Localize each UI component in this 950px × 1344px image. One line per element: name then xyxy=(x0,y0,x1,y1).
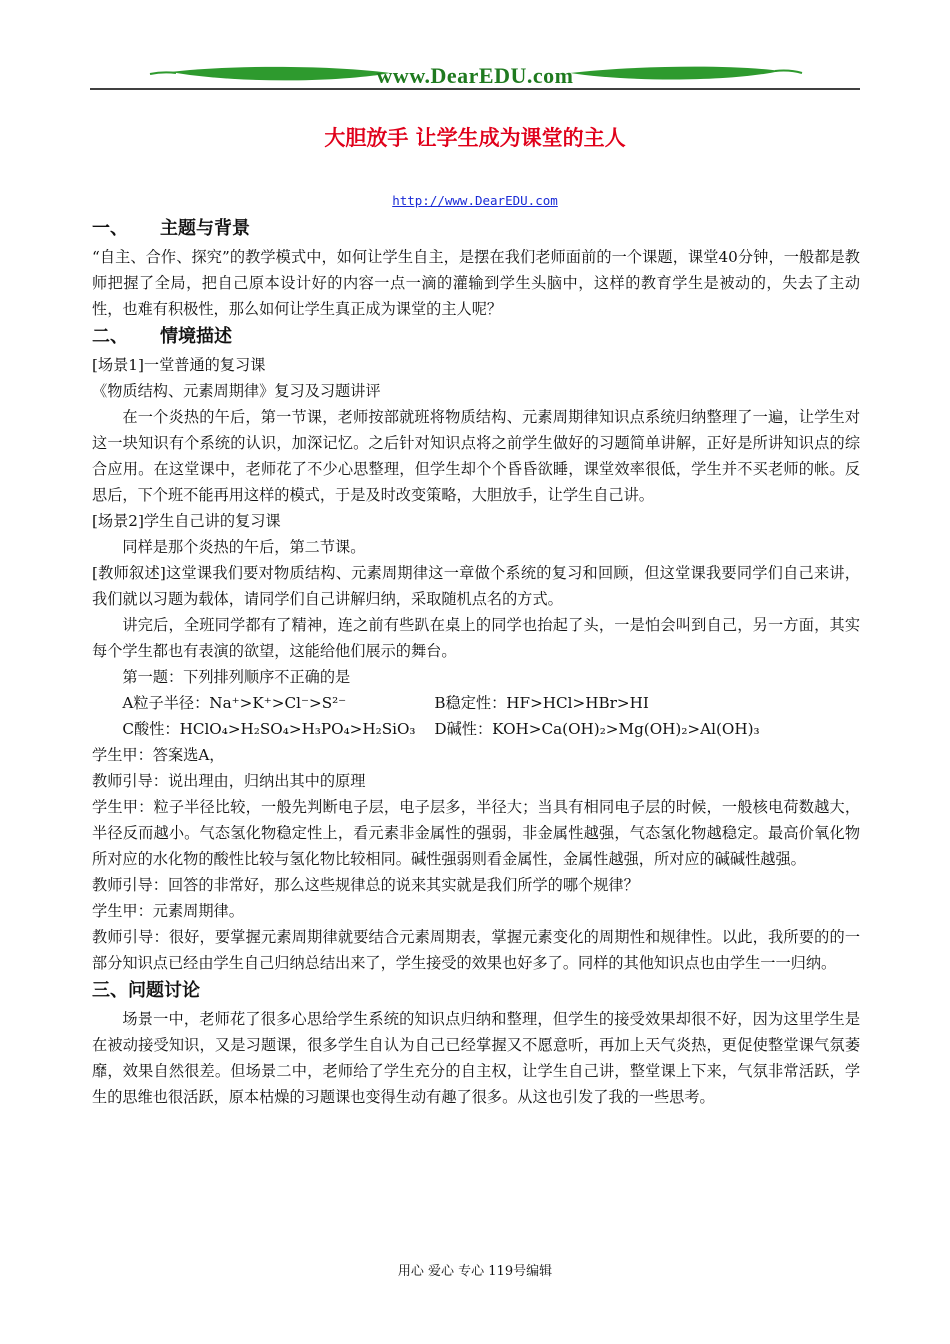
question: 第一题：下列排列顺序不正确的是 xyxy=(122,668,351,686)
header-banner xyxy=(90,58,860,94)
paragraph: 场景一中，老师花了很多心思给学生系统的知识点归纳和整理，但学生的接受效果却很不好，因为这里学生是在被动接受知识，又是习题课，很多学生自认为自己已经掌握又不愿意听，再加上天气炎热，更促使整堂课气氛萎靡，效果自然很差。但场景二中，老师给了学生充分的自主权，让学生自己讲，整堂课上下来，气氛非常活跃，学生的思维也很活跃，原本枯燥的习题课也变得生动有趣了很多。从这也引发了我的一些思考。 xyxy=(92,1010,860,1106)
option-a: A粒子半径：Na⁺>K⁺>Cl⁻>S²⁻ xyxy=(122,694,347,712)
dialogue-line: 教师引导：回答的非常好，那么这些规律总的说来其实就是我们所学的哪个规律？ xyxy=(92,876,639,894)
section-heading-1: 一、 主题与背景 xyxy=(92,218,250,239)
option-row xyxy=(92,716,860,742)
option-d: D碱性：KOH>Ca(OH)₂>Mg(OH)₂>Al(OH)₃ xyxy=(434,720,760,738)
paragraph: 在一个炎热的午后，第一节课，老师按部就班将物质结构、元素周期律知识点系统归纳整理了一遍，让学生对这一块知识有个系统的认识，加深记忆。之后针对知识点将之前学生做好的习题简单讲解，正好是所讲知识点的综合应用。在这堂课中，老师花了不少心思整理，但学生却个个昏昏欲睡，课堂效率很低，学生并不买老师的帐。反思后，下个班不能再用这样的模式，于是及时改变策略，大胆放手，让学生自己讲。 xyxy=(92,408,860,504)
option-row xyxy=(92,690,860,716)
option-c: C酸性：HClO₄>H₂SO₄>H₃PO₄>H₂SiO₃ xyxy=(122,720,416,738)
source-link[interactable]: http://www.DearEDU.com xyxy=(392,193,558,208)
paragraph: 讲完后，全班同学都有了精神，连之前有些趴在桌上的同学也抬起了头，一是怕会叫到自己，另一方面，其实每个学生都也有表演的欲望，这能给他们展示的舞台。 xyxy=(92,616,860,660)
paragraph: [教师叙述]这堂课我们要对物质结构、元素周期律这一章做个系统的复习和回顾，但这堂课我要同学们自己来讲，我们就以习题为载体，请同学们自己讲解归纳，采取随机点名的方式。 xyxy=(92,564,860,608)
scene-label: [场景1]一堂普通的复习课 xyxy=(92,356,266,374)
lesson-subtitle: 《物质结构、元素周期律》复习及习题讲评 xyxy=(92,382,381,400)
article-body xyxy=(92,214,860,1110)
option-b: B稳定性：HF>HCl>HBr>HI xyxy=(434,694,649,712)
page-title: 大胆放手 让学生成为课堂的主人 xyxy=(324,126,626,150)
site-logo-text[interactable]: www.DearEDU.com xyxy=(376,63,574,88)
paragraph: 同样是那个炎热的午后，第二节课。 xyxy=(122,538,366,556)
paragraph: “自主、合作、探究”的教学模式中，如何让学生自主，是摆在我们老师面前的一个课题，课堂40分钟，一般都是教师把握了全局，把自己原本设计好的内容一点一滴的灌输到学生头脑中，这样的教育学生是被动的，失去了主动性，也难有积极性，那么如何让学生真正成为课堂的主人呢？ xyxy=(92,248,860,318)
dialogue-line: 学生甲：元素周期律。 xyxy=(92,902,244,920)
dialogue-line: 教师引导：很好，要掌握元素周期律就要结合元素周期表，掌握元素变化的周期性和规律性。以此，我所要的的一部分知识点已经由学生自己归纳总结出来了，学生接受的效果也好多了。同样的其他知识点也由学生一一归纳。 xyxy=(92,928,860,972)
dialogue-line: 学生甲：答案选A， xyxy=(92,746,225,764)
page-footer: 用心 爱心 专心 119号编辑 xyxy=(397,1264,553,1279)
scene-label: [场景2]学生自己讲的复习课 xyxy=(92,512,281,530)
section-heading-3: 三、问题讨论 xyxy=(92,980,200,1001)
dialogue-line: 学生甲：粒子半径比较，一般先判断电子层，电子层多，半径大；当具有相同电子层的时候，一般核电荷数越大，半径反而越小。气态氢化物稳定性上，看元素非金属性的强弱，非金属性越强，气态氢化物越稳定。最高价氧化物所对应的水化物的酸性比较与氢化物比较相同。碱性强弱则看金属性，金属性越强，所对应的碱碱性越强。 xyxy=(92,798,860,868)
dialogue-line: 教师引导：说出理由，归纳出其中的原理 xyxy=(92,772,366,790)
section-heading-2: 二、 情境描述 xyxy=(92,326,232,347)
